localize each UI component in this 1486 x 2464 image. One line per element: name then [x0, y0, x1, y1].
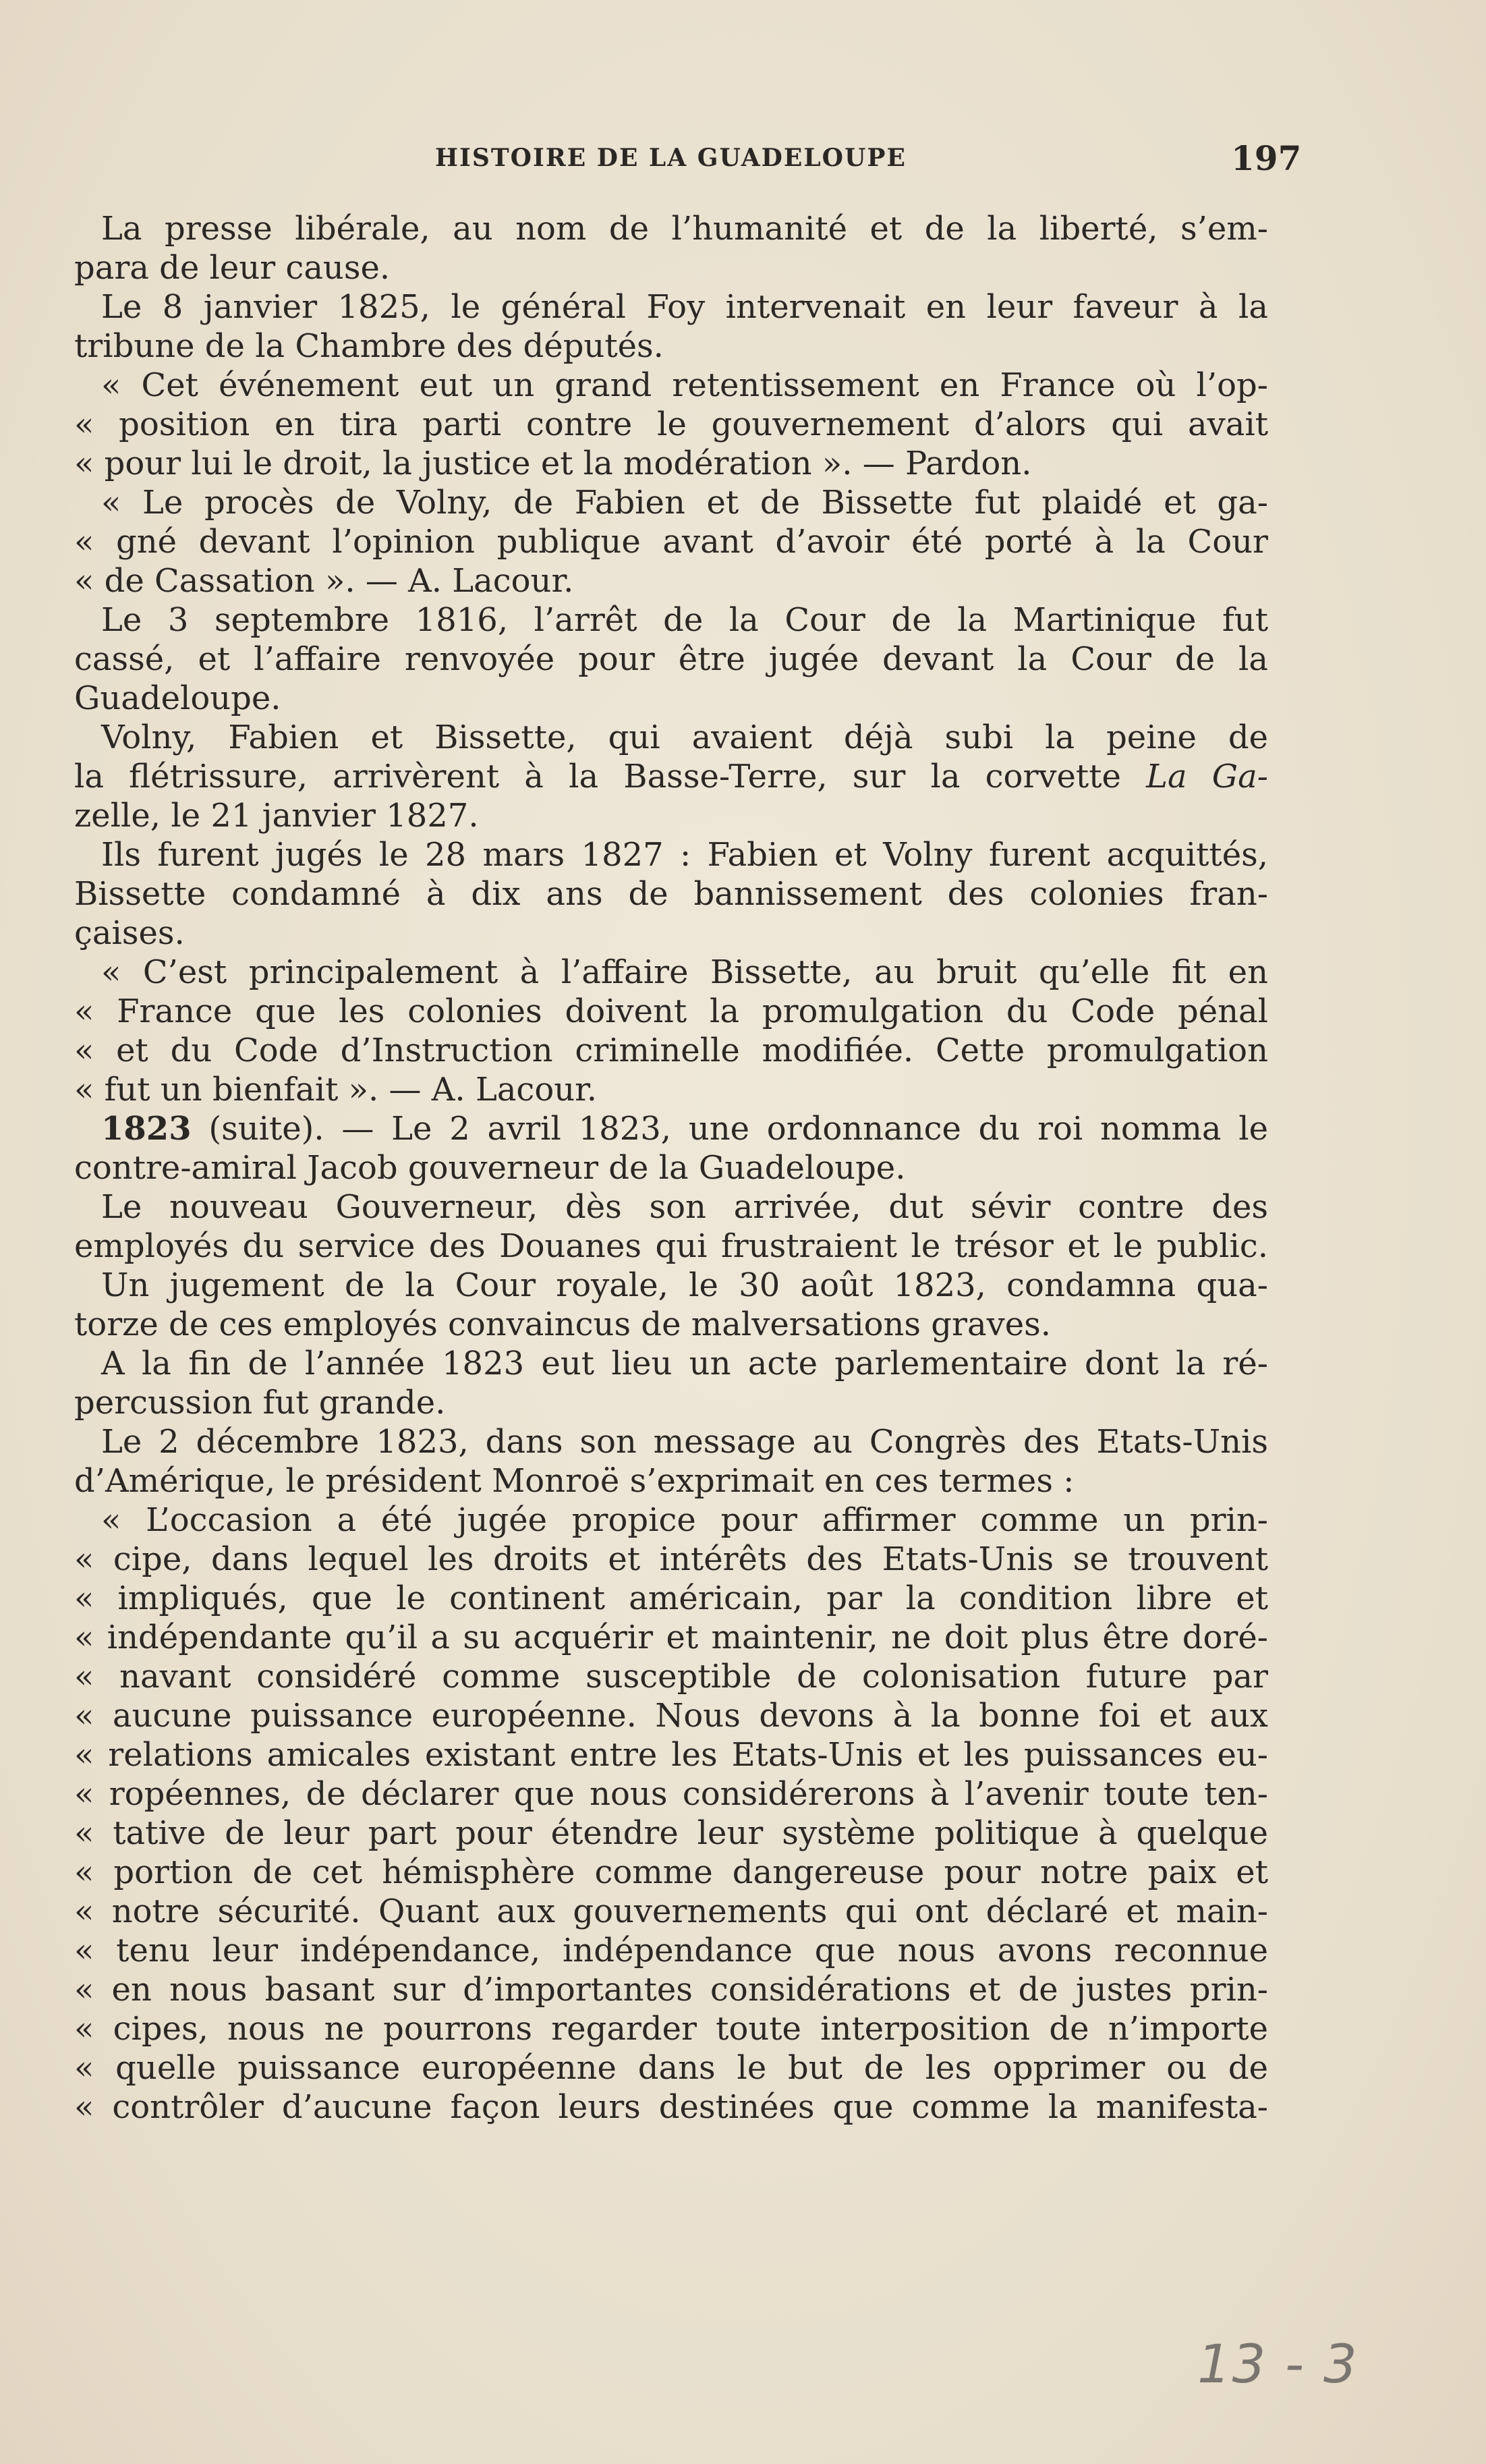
text-line: « gné devant l’opinion publique avant d’avoir été porté à la Cour: [74, 523, 1268, 561]
text-line: « impliqués, que le continent américain, par la condition libre et: [74, 1579, 1268, 1617]
text-line: « Cet événement eut un grand retentissement en France où l’op-: [101, 366, 1268, 404]
year-heading: 1823: [101, 1110, 192, 1148]
text-line: « L’occasion a été jugée propice pour affirmer comme un prin-: [101, 1501, 1268, 1539]
text-line: « cipes, nous ne pourrons regarder toute interposition de n’importe: [74, 2010, 1268, 2048]
text-line: Ils furent jugés le 28 mars 1827 : Fabien et Volny furent acquittés,: [101, 836, 1268, 874]
text-line: La presse libérale, au nom de l’humanité et de la liberté, s’em-: [101, 210, 1268, 248]
text-line: cassé, et l’affaire renvoyée pour être jugée devant la Cour de la: [74, 640, 1268, 678]
text-line: « cipe, dans lequel les droits et intérêts des Etats-Unis se trouvent: [74, 1540, 1268, 1578]
text-line: [74, 757, 1268, 796]
text-fragment: la flétrissure, arrivèrent à la Basse-Terre, sur la corvette: [74, 758, 1121, 795]
text-line: « portion de cet hémisphère comme dangereuse pour notre paix et: [74, 1853, 1268, 1891]
text-line: torze de ces employés convaincus de malversations graves.: [74, 1306, 1051, 1343]
text-line: « et du Code d’Instruction criminelle modifiée. Cette promulgation: [74, 1032, 1268, 1069]
text-line: Guadeloupe.: [74, 679, 281, 717]
text-line: « tative de leur part pour étendre leur système politique à quelque: [74, 1814, 1268, 1852]
text-line: « quelle puissance européenne dans le but de les opprimer ou de: [74, 2049, 1268, 2087]
text-line: « ropéennes, de déclarer que nous considérerons à l’avenir toute ten-: [74, 1775, 1268, 1813]
text-line: « France que les colonies doivent la promulgation du Code pénal: [74, 992, 1268, 1030]
page-header: [0, 138, 1486, 179]
text-line: Le 8 janvier 1825, le général Foy intervenait en leur faveur à la: [101, 288, 1268, 326]
text-line: « aucune puissance européenne. Nous devons à la bonne foi et aux: [74, 1697, 1268, 1735]
text-line: « tenu leur indépendance, indépendance que nous avons reconnue: [74, 1932, 1268, 1969]
text-line: « Le procès de Volny, de Fabien et de Bissette fut plaidé et ga-: [101, 484, 1268, 522]
body-text: [74, 209, 1268, 2127]
text-line: contre-amiral Jacob gouverneur de la Guadeloupe.: [74, 1149, 906, 1187]
text-line: para de leur cause.: [74, 249, 391, 287]
text-line: « notre sécurité. Quant aux gouvernements qui ont déclaré et main-: [74, 1893, 1268, 1930]
handwritten-annotation: 13 - 3: [1197, 2334, 1359, 2395]
text-line: [74, 1109, 1268, 1148]
text-line: zelle, le 21 janvier 1827.: [74, 797, 479, 835]
text-line: tribune de la Chambre des députés.: [74, 327, 664, 365]
text-line: Un jugement de la Cour royale, le 30 août 1823, condamna qua-: [101, 1266, 1268, 1304]
text-line: « relations amicales existant entre les Etats-Unis et les puissances eu-: [74, 1736, 1268, 1774]
text-line: Bissette condamné à dix ans de bannissement des colonies fran-: [74, 875, 1268, 913]
text-line: « contrôler d’aucune façon leurs destinées que comme la manifesta-: [74, 2088, 1268, 2126]
text-line: çaises.: [74, 914, 185, 952]
text-line: « navant considéré comme susceptible de colonisation future par: [74, 1658, 1268, 1696]
text-line: employés du service des Douanes qui frustraient le trésor et le public.: [74, 1227, 1268, 1265]
text-fragment: (suite). — Le 2 avril 1823, une ordonnance du roi nomma le: [208, 1110, 1268, 1148]
text-line: A la fin de l’année 1823 eut lieu un acte parlementaire dont la ré-: [101, 1345, 1268, 1382]
text-line: Volny, Fabien et Bissette, qui avaient déjà subi la peine de: [101, 719, 1268, 756]
text-line: « fut un bienfait ». — A. Lacour.: [74, 1071, 598, 1109]
text-line: Le 2 décembre 1823, dans son message au Congrès des Etats-Unis: [101, 1423, 1268, 1461]
text-line: « de Cassation ». — A. Lacour.: [74, 562, 574, 600]
text-line: « C’est principalement à l’affaire Bissette, au bruit qu’elle fit en: [101, 953, 1268, 991]
text-line: « position en tira parti contre le gouvernement d’alors qui avait: [74, 405, 1268, 443]
text-line: « pour lui le droit, la justice et la modération ». — Pardon.: [74, 445, 1032, 482]
text-line: percussion fut grande.: [74, 1384, 446, 1422]
text-line: d’Amérique, le président Monroë s’exprimait en ces termes :: [74, 1462, 1075, 1500]
text-line: Le nouveau Gouverneur, dès son arrivée, dut sévir contre des: [101, 1188, 1268, 1226]
ship-name: La Ga-: [1146, 758, 1268, 795]
running-head: HISTOIRE DE LA GUADELOUPE: [435, 144, 907, 172]
page-number: 197: [1231, 138, 1302, 178]
text-line: « indépendante qu’il a su acquérir et maintenir, ne doit plus être doré-: [74, 1619, 1268, 1656]
text-line: Le 3 septembre 1816, l’arrêt de la Cour de la Martinique fut: [101, 601, 1268, 639]
text-line: « en nous basant sur d’importantes considérations et de justes prin-: [74, 1971, 1268, 2009]
